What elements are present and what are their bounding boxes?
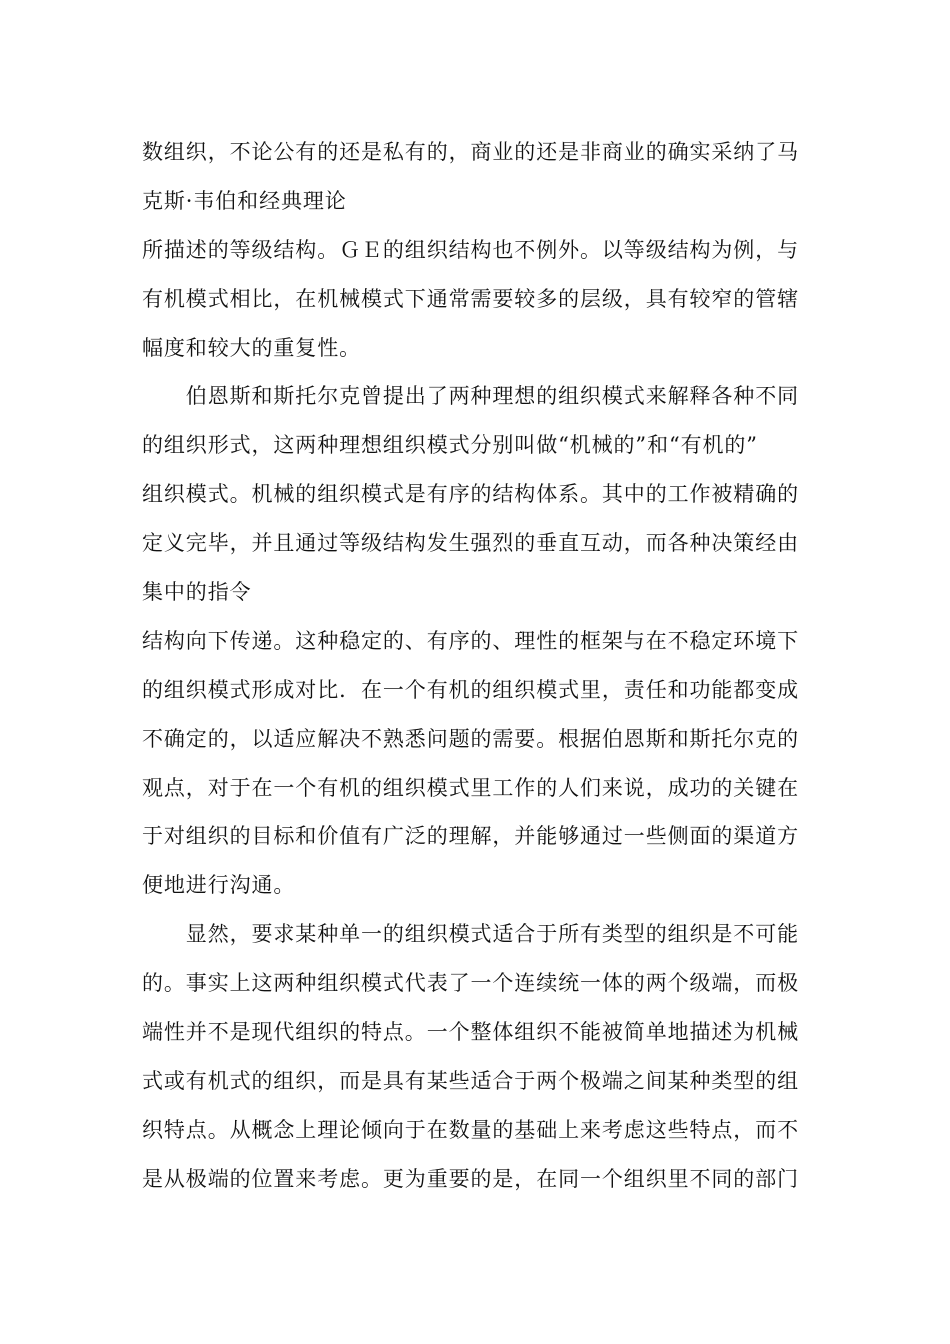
body-text [142, 128, 814, 1204]
text-line: 所描述的等级结构。ＧＥ的组织结构也不例外。以等级结构为例，与 [142, 237, 799, 262]
text-line: 端性并不是现代组织的特点。一个整体组织不能被简单地描述为机械 [142, 1020, 799, 1045]
text-line: 观点，对于在一个有机的组织模式里工作的人们来说，成功的关键在 [142, 775, 799, 800]
text-line: 于对组织的目标和价值有广泛的理解，并能够通过一些侧面的渠道方 [142, 824, 799, 849]
text-line: 组织模式。机械的组织模式是有序的结构体系。其中的工作被精确的 [142, 482, 799, 507]
text-line: 便地进行沟通。 [142, 873, 296, 898]
text-line: 不确定的，以适应解决不熟悉问题的需要。根据伯恩斯和斯托尔克的 [142, 726, 799, 751]
text-line: 有机模式相比，在机械模式下通常需要较多的层级，具有较窄的管辖 [142, 286, 799, 311]
text-line: 织特点。从概念上理论倾向于在数量的基础上来考虑这些特点，而不 [142, 1117, 799, 1142]
text-line: 结构向下传递。这种稳定的、有序的、理性的框架与在不稳定环境下 [142, 628, 799, 653]
text-line: 的组织模式形成对比．在一个有机的组织模式里，责任和功能都变成 [142, 677, 799, 702]
text-line: 伯恩斯和斯托尔克曾提出了两种理想的组织模式来解释各种不同 [142, 384, 799, 409]
text-line: 显然，要求某种单一的组织模式适合于所有类型的组织是不可能 [142, 922, 799, 947]
text-line: 数组织，不论公有的还是私有的，商业的还是非商业的确实采纳了马 [142, 140, 799, 164]
text-line: 幅度和较大的重复性。 [142, 335, 361, 360]
text-line: 集中的指令 [142, 580, 252, 605]
text-line: 式或有机式的组织，而是具有某些适合于两个极端之间某种类型的组 [142, 1068, 799, 1093]
text-line: 定义完毕，并且通过等级结构发生强烈的垂直互动，而各种决策经由 [142, 531, 799, 556]
text-line: 的。事实上这两种组织模式代表了一个连续统一体的两个级端，而极 [142, 971, 799, 996]
text-line: 的组织形式，这两种理想组织模式分别叫做“机械的”和“有机的” [142, 433, 758, 458]
text-line: 克斯·韦伯和经典理论 [142, 188, 347, 213]
text-line: 是从极端的位置来考虑。更为重要的是，在同一个组织里不同的部门 [142, 1166, 799, 1191]
